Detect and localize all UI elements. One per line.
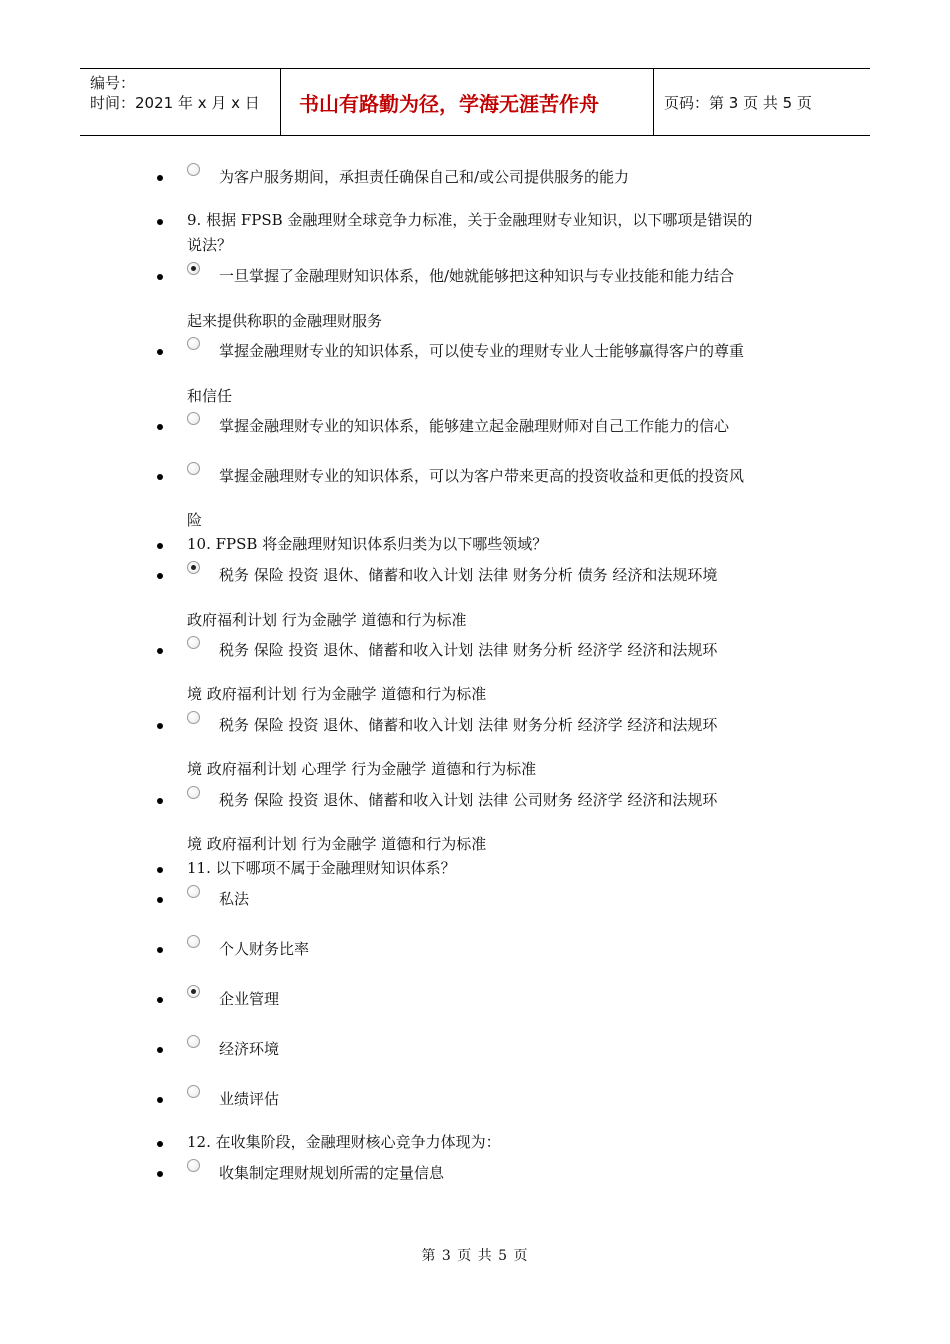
bullet-icon [157, 424, 163, 430]
option-text: 税务 保险 投资 退休、储蓄和收入计划 法律 财务分析 债务 经济和法规环境 [219, 566, 718, 584]
bullet-icon [157, 1047, 163, 1053]
bullet-icon [157, 997, 163, 1003]
option-text-cont: 和信任 [187, 387, 233, 405]
radio-button[interactable] [187, 163, 200, 176]
option-text: 掌握金融理财专业的知识体系，能够建立起金融理财师对自己工作能力的信心 [219, 417, 730, 435]
bullet-icon [157, 798, 163, 804]
page-footer: 第 3 页 共 5 页 [421, 1248, 529, 1264]
question-11: 11. 以下哪项不属于金融理财知识体系？ [187, 859, 456, 877]
date-label: 时间：2021 年 x 月 x 日 [90, 94, 260, 112]
bullet-icon [157, 897, 163, 903]
option-text-cont: 境 政府福利计划 行为金融学 道德和行为标准 [187, 835, 487, 853]
radio-button-selected[interactable] [187, 262, 200, 275]
option-text: 收集制定理财规划所需的定量信息 [219, 1164, 445, 1182]
radio-button[interactable] [187, 935, 200, 948]
radio-button[interactable] [187, 636, 200, 649]
radio-button[interactable] [187, 412, 200, 425]
question-12: 12. 在收集阶段，金融理财核心竞争力体现为： [187, 1133, 501, 1151]
bullet-icon [157, 573, 163, 579]
option-text: 为客户服务期间，承担责任确保自己和/或公司提供服务的能力 [219, 168, 630, 186]
bullet-icon [157, 474, 163, 480]
radio-button[interactable] [187, 1159, 200, 1172]
radio-button[interactable] [187, 786, 200, 799]
radio-button-selected[interactable] [187, 561, 200, 574]
radio-button[interactable] [187, 1085, 200, 1098]
bullet-icon [157, 274, 163, 280]
bullet-icon [157, 219, 163, 225]
radio-button[interactable] [187, 337, 200, 350]
option-text: 私法 [219, 890, 250, 908]
bullet-icon [157, 1141, 163, 1147]
radio-button[interactable] [187, 711, 200, 724]
bullet-icon [157, 543, 163, 549]
bullet-icon [157, 867, 163, 873]
option-text: 一旦掌握了金融理财知识体系，他/她就能够把这种知识与专业技能和能力结合 [219, 267, 735, 285]
bullet-icon [157, 648, 163, 654]
option-text: 经济环境 [219, 1040, 280, 1058]
option-text: 掌握金融理财专业的知识体系，可以为客户带来更高的投资收益和更低的投资风 [219, 467, 745, 485]
bullet-icon [157, 175, 163, 181]
bullet-icon [157, 723, 163, 729]
option-text: 税务 保险 投资 退休、储蓄和收入计划 法律 财务分析 经济学 经济和法规环 [219, 641, 718, 659]
header-meta [80, 69, 281, 135]
option-text-cont: 险 [187, 511, 203, 529]
number-label: 编号： [90, 74, 136, 92]
question-9: 9. 根据 FPSB 金融理财全球竞争力标准，关于金融理财专业知识，以下哪项是错误的 [187, 211, 753, 229]
option-text-cont: 境 政府福利计划 行为金融学 道德和行为标准 [187, 685, 487, 703]
option-text: 税务 保险 投资 退休、储蓄和收入计划 法律 公司财务 经济学 经济和法规环 [219, 791, 718, 809]
option-text-cont: 政府福利计划 行为金融学 道德和行为标准 [187, 611, 467, 629]
radio-button[interactable] [187, 885, 200, 898]
radio-button-selected[interactable] [187, 985, 200, 998]
option-text: 业绩评估 [219, 1090, 280, 1108]
header-page-number: 页码：第 3 页 共 5 页 [664, 93, 812, 112]
option-text: 掌握金融理财专业的知识体系，可以使专业的理财专业人士能够赢得客户的尊重 [219, 342, 745, 360]
option-text-cont: 起来提供称职的金融理财服务 [187, 312, 383, 330]
bullet-icon [157, 349, 163, 355]
page-header [80, 68, 870, 136]
option-text: 个人财务比率 [219, 940, 310, 958]
option-text-cont: 境 政府福利计划 心理学 行为金融学 道德和行为标准 [187, 760, 537, 778]
radio-button[interactable] [187, 1035, 200, 1048]
header-motto: 书山有路勤为径，学海无涯苦作舟 [281, 69, 654, 135]
bullet-icon [157, 1171, 163, 1177]
radio-button[interactable] [187, 462, 200, 475]
option-text: 企业管理 [219, 990, 280, 1008]
bullet-icon [157, 947, 163, 953]
option-text: 税务 保险 投资 退休、储蓄和收入计划 法律 财务分析 经济学 经济和法规环 [219, 716, 718, 734]
question-10: 10. FPSB 将金融理财知识体系归类为以下哪些领域？ [187, 535, 548, 553]
bullet-icon [157, 1097, 163, 1103]
question-9-cont: 说法？ [187, 236, 233, 254]
